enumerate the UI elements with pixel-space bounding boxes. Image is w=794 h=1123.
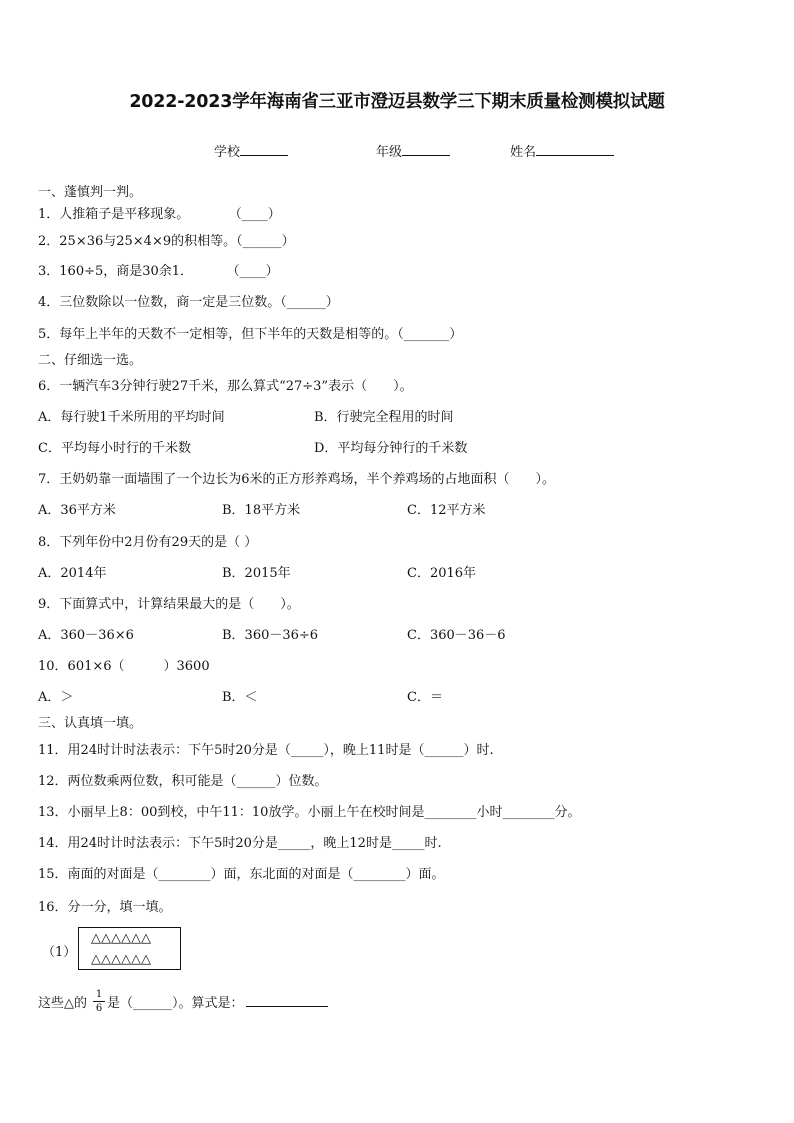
question-1-answer: （____）: [235, 207, 281, 222]
question-9-option-c[interactable]: C．360－36－6: [407, 628, 506, 643]
question-3-answer: （____）: [233, 264, 279, 279]
page-title: 2022-2023学年海南省三亚市澄迈县数学三下期末质量检测模拟试题: [129, 92, 665, 112]
triangle-row-2: △△△△△△: [91, 952, 151, 967]
question-16-answer-text: 是（______）。算式是：: [107, 996, 244, 1011]
question-10: 10．601×6（ ）3600: [38, 659, 210, 674]
fraction-numerator: 1: [95, 989, 103, 1000]
name-blank[interactable]: [536, 142, 614, 156]
question-8-option-a[interactable]: A．2014年: [38, 566, 107, 581]
question-6-option-b[interactable]: B．行驶完全程用的时间: [314, 410, 454, 425]
question-7: 7．王奶奶靠一面墙围了一个边长为6米的正方形养鸡场，半个养鸡场的占地面积（ ）。: [38, 472, 556, 487]
grade-blank[interactable]: [402, 142, 450, 156]
question-7-option-c[interactable]: C．12平方米: [407, 503, 486, 518]
question-7-option-a[interactable]: A．36平方米: [38, 503, 116, 518]
question-16-part-1-label: （1）: [42, 945, 77, 960]
question-1-text: 1．人推箱子是平移现象。: [38, 207, 190, 222]
fraction-one-sixth: [93, 989, 105, 1014]
school-label: 学校: [214, 145, 241, 160]
school-blank[interactable]: [240, 142, 288, 156]
name-field: [510, 141, 614, 160]
question-10-option-a[interactable]: A．＞: [38, 690, 74, 705]
triangle-row-1: △△△△△△: [91, 931, 151, 946]
fraction-denominator: 6: [95, 1003, 103, 1014]
question-3: [38, 260, 279, 279]
grade-label: 年级: [376, 145, 403, 160]
question-5: 5．每年上半年的天数不一定相等，但下半年的天数是相等的。（_______）: [38, 327, 463, 342]
school-field: [214, 141, 288, 160]
question-16: 16．分一分，填一填。: [38, 900, 172, 915]
fraction-bar: [93, 1001, 105, 1002]
name-label: 姓名: [510, 145, 537, 160]
question-11: 11．用24时计时法表示：下午5时20分是（_____），晚上11时是（______）时.: [38, 743, 494, 758]
triangle-group-box: [78, 927, 181, 970]
question-8: 8．下列年份中2月份有29天的是（ ）: [38, 535, 258, 550]
question-10-option-b[interactable]: B．＜: [222, 690, 258, 705]
section-3-heading: 三、认真填一填。: [38, 716, 143, 731]
question-10-option-c[interactable]: C．＝: [407, 690, 443, 705]
question-9-option-b[interactable]: B．360－36÷6: [222, 628, 319, 643]
question-15: 15．南面的对面是（________）面，东北面的对面是（________）面。: [38, 867, 445, 882]
question-13: 13．小丽早上8：00到校，中午11：10放学。小丽上午在校时间是________小时________分。: [38, 805, 581, 820]
question-3-text: 3．160÷5，商是30余1．: [38, 264, 194, 279]
question-6: 6．一辆汽车3分钟行驶27千米，那么算式“27÷3”表示（ ）。: [38, 379, 413, 394]
question-2: 2．25×36与25×4×9的积相等。（______）: [38, 234, 295, 249]
question-1: [38, 203, 281, 222]
grade-field: [376, 141, 450, 160]
question-8-option-c[interactable]: C．2016年: [407, 566, 477, 581]
question-6-option-d[interactable]: D．平均每分钟行的千米数: [314, 441, 468, 456]
question-12: 12．两位数乘两位数，积可能是（______）位数。: [38, 774, 328, 789]
question-4: 4．三位数除以一位数，商一定是三位数。（______）: [38, 295, 339, 310]
formula-blank[interactable]: [246, 994, 328, 1007]
section-1-heading: 一、蓬慎判一判。: [38, 185, 143, 200]
question-16-part-1-text-a: 这些△的: [38, 996, 87, 1011]
section-2-heading: 二、仔细选一选。: [38, 353, 143, 368]
question-9: 9．下面算式中，计算结果最大的是（ ）。: [38, 597, 300, 612]
question-9-option-a[interactable]: A．360－36×6: [38, 628, 134, 643]
question-16-part-1-text-b: [107, 992, 328, 1011]
question-8-option-b[interactable]: B．2015年: [222, 566, 291, 581]
question-6-option-a[interactable]: A．每行驶1千米所用的平均时间: [38, 410, 225, 425]
question-6-option-c[interactable]: C．平均每小时行的千米数: [38, 441, 191, 456]
question-7-option-b[interactable]: B．18平方米: [222, 503, 301, 518]
question-14: 14．用24时计时法表示：下午5时20分是_____，晚上12时是_____时.: [38, 836, 442, 851]
